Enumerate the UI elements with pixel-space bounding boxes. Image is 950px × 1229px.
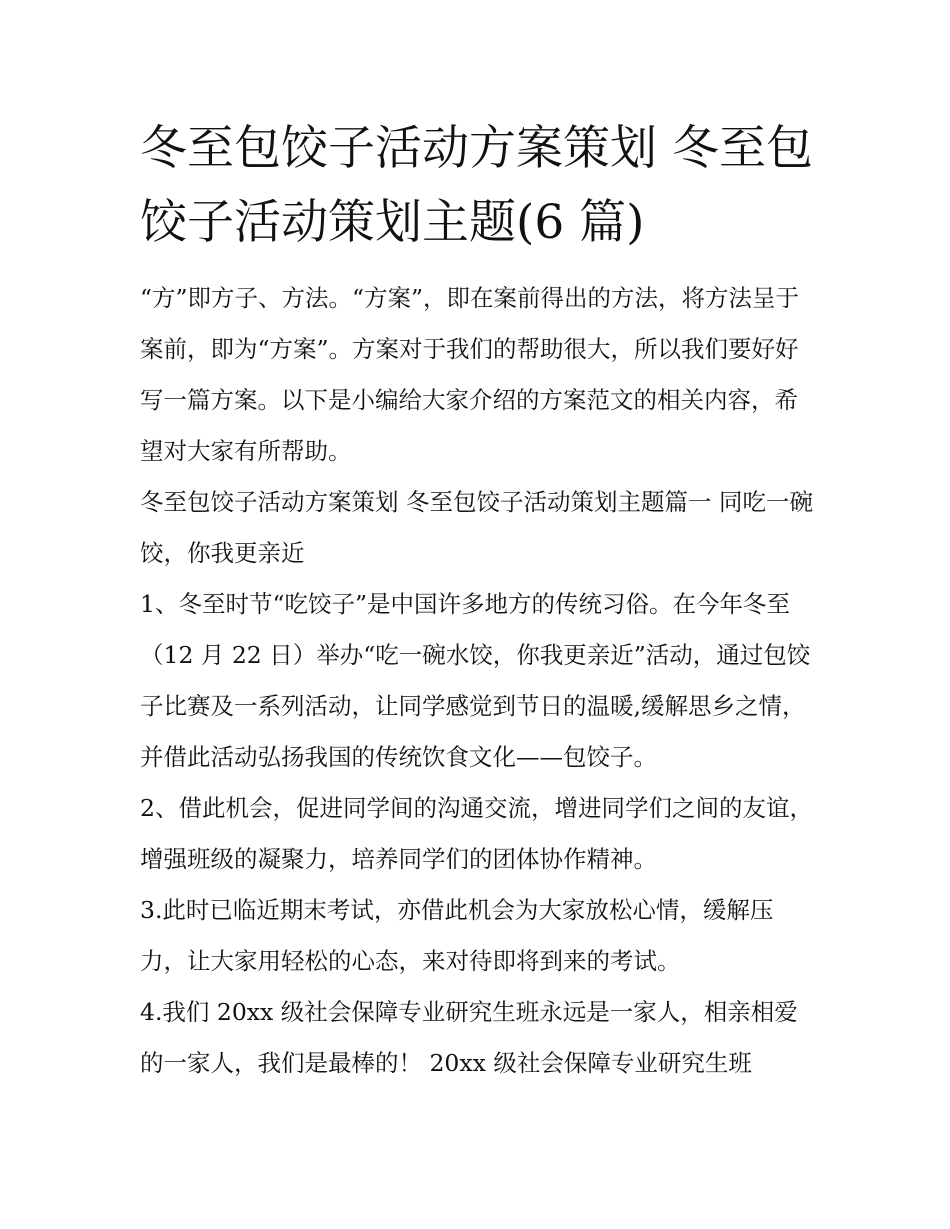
document-title: 冬至包饺子活动方案策划 冬至包饺子活动策划主题(6 篇)	[140, 121, 813, 250]
point-4-paragraph: 4.我们 20xx 级社会保障专业研究生班永远是一家人，相亲相爱的一家人，我们是最棒的！ 20xx 级社会保障专业研究生班	[140, 998, 798, 1077]
point-2-paragraph: 2、借此机会，促进同学间的沟通交流，增进同学们之间的友谊，增强班级的凝聚力，培养同学们的团体协作精神。	[140, 794, 813, 873]
intro-paragraph: “方”即方子、方法。“方案”，即在案前得出的方法，将方法呈于案前，即为“方案”。方案对于我们的帮助很大，所以我们要好好写一篇方案。以下是小编给大家介绍的方案范文的相关内容，希望对大家有所帮助。	[140, 284, 800, 465]
point-3-paragraph: 3.此时已临近期末考试，亦借此机会为大家放松心情，缓解压力，让大家用轻松的心态，来对待即将到来的考试。	[140, 896, 774, 975]
section-heading-paragraph: 冬至包饺子活动方案策划 冬至包饺子活动策划主题篇一 同吃一碗饺，你我更亲近	[140, 488, 813, 567]
point-1-paragraph: 1、冬至时节“吃饺子”是中国许多地方的传统习俗。在今年冬至（12 月 22 日）举办“吃一碗水饺，你我更亲近”活动，通过包饺子比赛及一系列活动，让同学感觉到节日的温暖,缓解思乡之情，并借此活动弘扬我国的传统饮食文化——包饺子。	[140, 590, 811, 771]
document-body	[140, 273, 820, 1089]
